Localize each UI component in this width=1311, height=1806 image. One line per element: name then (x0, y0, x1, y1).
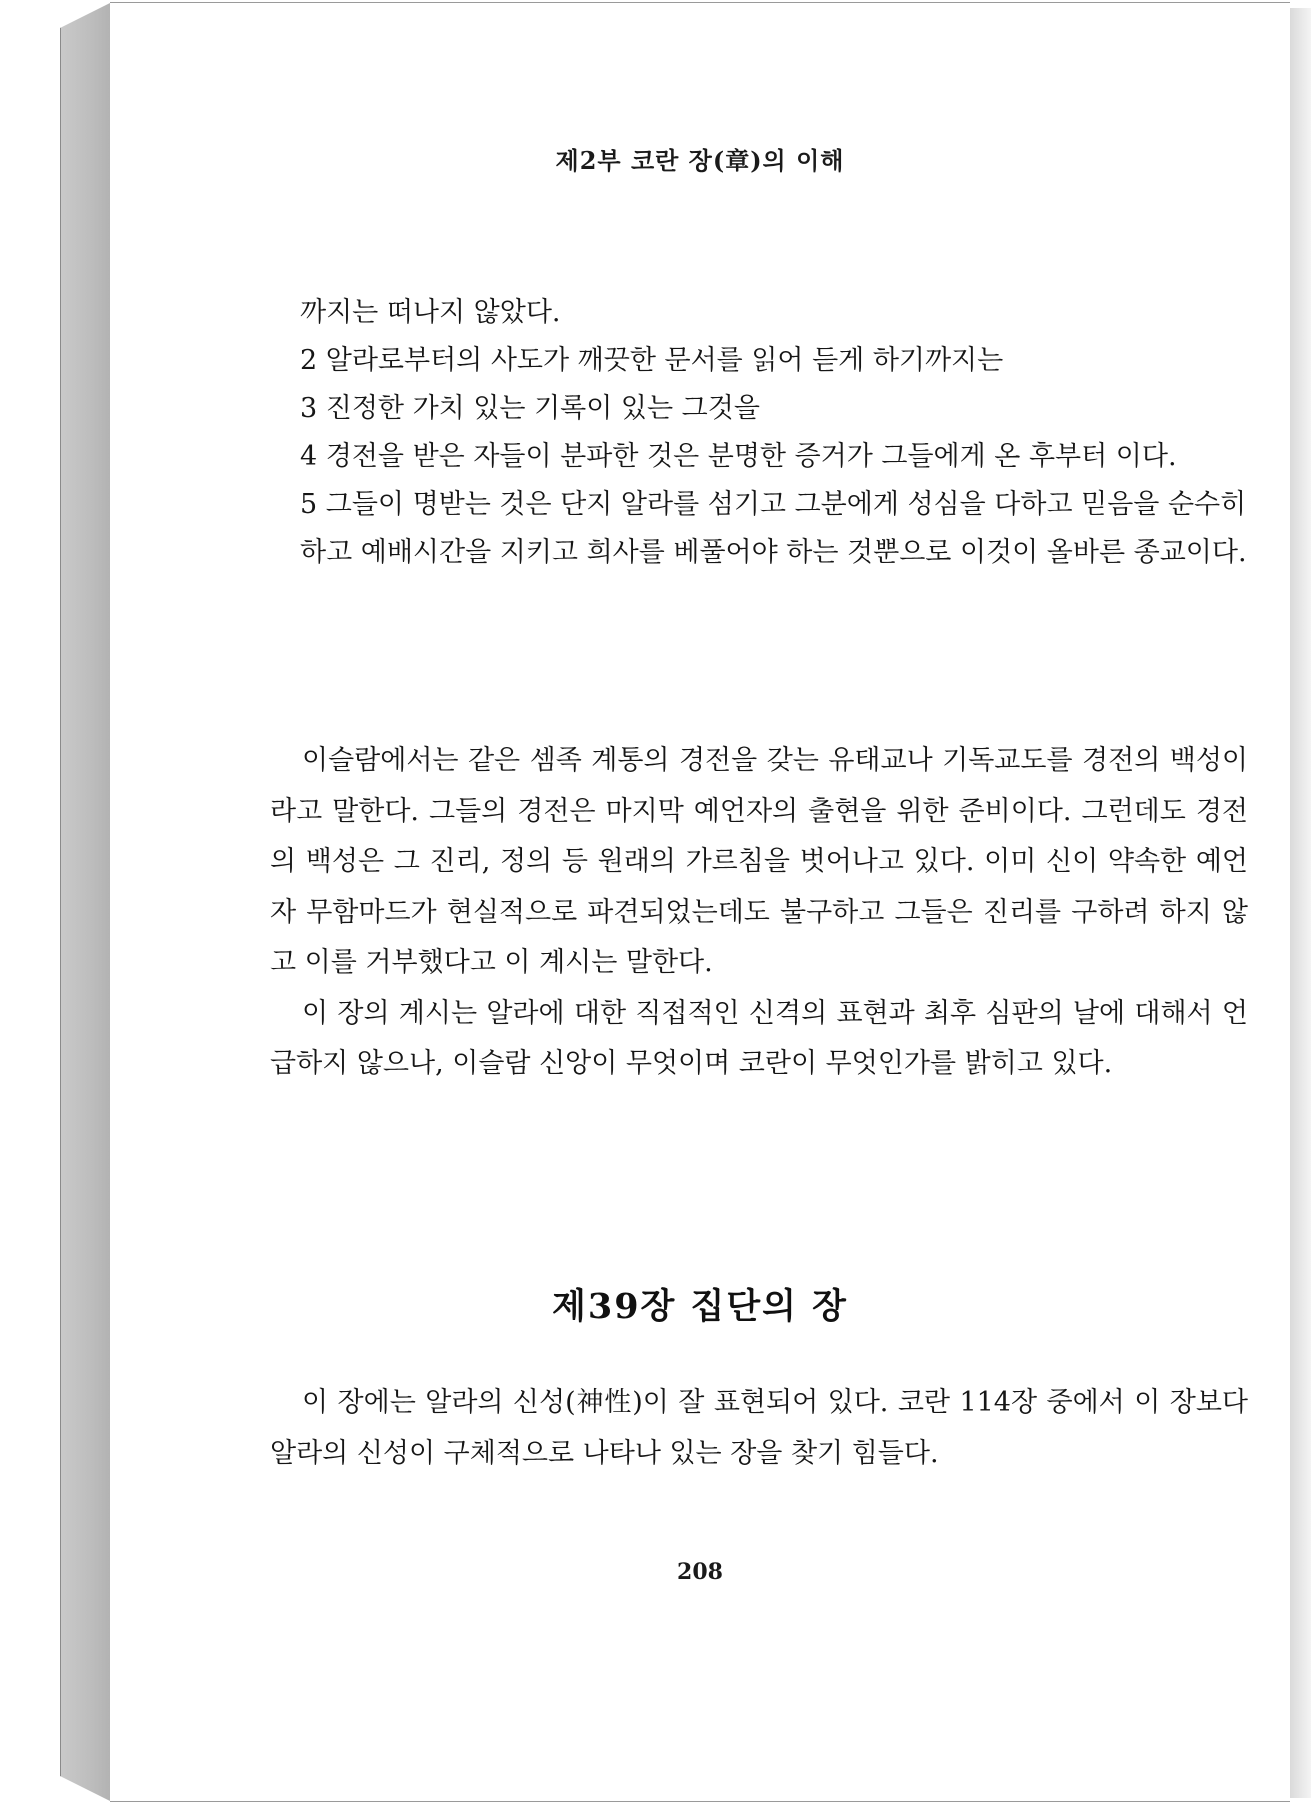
verse-list (270, 289, 1248, 577)
chapter-title: 제39장 집단의 장 (552, 1286, 848, 1327)
book-page (110, 2, 1290, 1802)
page-number: 208 (677, 1559, 723, 1585)
book-spine (60, 2, 112, 1802)
verse: 4 경전을 받은 자들이 분파한 것은 분명한 증거가 그들에게 온 후부터 이다. (300, 441, 1177, 472)
verse: 까지는 떠나지 않았다. (300, 297, 561, 328)
running-head: 제2부 코란 장(章)의 이해 (555, 146, 845, 175)
chapter-intro-paragraph: 이 장에는 알라의 신성(神性)이 잘 표현되어 있다. 코란 114장 중에서 이 장보다 알라의 신성이 구체적으로 나타나 있는 장을 찾기 힘들다. (270, 1387, 1248, 1469)
verse: 5 그들이 명받는 것은 단지 알라를 섬기고 그분에게 성심을 다하고 믿음을 순수히 하고 예배시간을 지키고 희사를 베풀어야 하는 것뿐으로 이것이 올바른 종교이다. (300, 489, 1247, 568)
page-edge (1290, 8, 1311, 1798)
commentary (270, 736, 1248, 1090)
verse: 3 진정한 가치 있는 기록이 있는 그것을 (300, 393, 760, 424)
verse: 2 알라로부터의 사도가 깨끗한 문서를 읽어 듣게 하기까지는 (300, 345, 1004, 376)
commentary-paragraph: 이슬람에서는 같은 셈족 계통의 경전을 갖는 유태교나 기독교도를 경전의 백성이라고 말한다. 그들의 경전은 마지막 예언자의 출현을 위한 준비이다. 그런데도 경전의 백성은 그 진리, 정의 등 원래의 가르침을 벗어나고 있다. 이미 신이 약속한 예언자 무함마드가 현실적으로 파견되었는데도 불구하고 그들은 진리를 구하려 하지 않고 이를 거부했다고 이 계시는 말한다. (270, 745, 1248, 978)
commentary-paragraph: 이 장의 계시는 알라에 대한 직접적인 신격의 표현과 최후 심판의 날에 대해서 언급하지 않으나, 이슬람 신앙이 무엇이며 코란이 무엇인가를 밝히고 있다. (270, 997, 1248, 1079)
chapter-intro (270, 1378, 1248, 1479)
